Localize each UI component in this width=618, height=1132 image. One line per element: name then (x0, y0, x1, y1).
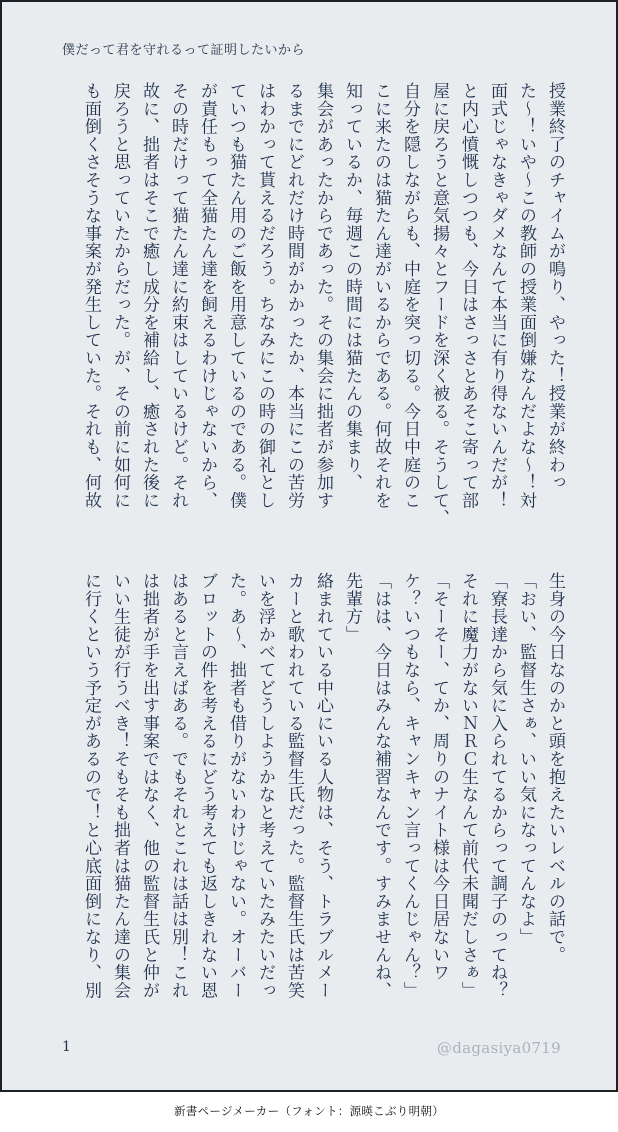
text-line: 自分を隠しながらも、中庭を突っ切る。今日中庭のこ (400, 82, 420, 510)
text-line: た。あ〜、拙者も借りがないわけじゃない。オーバー (226, 572, 246, 1000)
text-line: 故に、拙者はそこで癒し成分を補給し、癒された後に (139, 82, 159, 510)
text-block-top (76, 82, 569, 527)
text-line: た〜！いや〜この教師の授業面倒嫌なんだよな〜！対 (516, 82, 536, 510)
text-line: 先輩方」 (342, 572, 362, 644)
text-line: も面倒くさそうな事案が発生していた。それも、何故 (81, 82, 101, 510)
generator-credit: 新書ページメーカー（フォント：源暎こぶり明朝） (173, 1104, 445, 1118)
text-line: ケ？いつもなら、キャンキャン言ってくんじゃん？」 (400, 572, 420, 1000)
text-line: 「はは、今日はみんな補習なんです。すみませんね、 (371, 572, 391, 1000)
text-line: 授業終了のチャイムが鳴り、やった！授業が終わっ (545, 82, 565, 492)
text-line: ていつも猫たん用のご飯を用意しているのである。僕 (226, 82, 246, 510)
text-line: こに来たのは猫たん達がいるからである。何故それを (371, 82, 391, 510)
text-line: 「そーそー、てか、周りのナイト様は今日居ないワ (429, 572, 449, 982)
author-handle: @dagasiya0719 (436, 1039, 561, 1057)
text-line: いい生徒が行うべき！そもそも拙者は猫たん達の集会 (110, 572, 130, 1000)
text-line: はあると言えばある。でもそれとこれは話は別！これ (168, 572, 188, 1000)
text-line: それに魔力がないＮＲＣ生なんて前代未聞だしさぁ」 (458, 572, 478, 1000)
text-line: と内心憤慨しつつも、今日はさっさとあそこ寄って部 (458, 82, 478, 510)
text-line: 集会があったからであった。その集会に拙者が参加す (313, 82, 333, 510)
text-line: いを浮かべてどうしようかなと考えていたみたいだっ (255, 572, 275, 1000)
page-title: 僕だって君を守れるって証明したいから (62, 43, 306, 58)
text-line: カーと歌われている監督生氏だった。監督生氏は苦笑 (284, 572, 304, 1000)
text-line: 「おい、監督生さぁ、いい気になってんなよ」 (516, 572, 536, 946)
text-line: はわかって貰えるだろう。ちなみにこの時の御礼とし (255, 82, 275, 510)
page-number: 1 (62, 1039, 71, 1055)
text-line: 絡まれている中心にいる人物は、そう、トラブルメー (313, 572, 333, 1000)
text-line: に行くという予定があるので！と心底面倒になり、別 (81, 572, 101, 1000)
text-line: 知っているか、毎週この時間には猫たんの集まり、 (342, 82, 362, 492)
text-line: 面式じゃなきゃダメなんて本当に有り得ないんだが！ (487, 82, 507, 510)
text-block-bottom (76, 572, 569, 1017)
text-line: 生身の今日なのかと頭を抱えたいレベルの話で。 (545, 572, 565, 964)
text-line: が責任もって全猫たん達を飼えるわけじゃないから、 (197, 82, 217, 510)
text-line: 「寮長達から気に入られてるからって調子のってね？ (487, 572, 507, 1000)
text-line: るまでにどれだけ時間がかかったか、本当にこの苦労 (284, 82, 304, 510)
text-line: 屋に戻ろうと意気揚々とフードを深く被る。そうして、 (429, 82, 449, 527)
text-line: 戻ろうと思っていたからだった。が、その前に如何に (110, 82, 130, 510)
text-line: その時だけって猫たん達に約束はしているけど。それ (168, 82, 188, 510)
text-line: は拙者が手を出す事案ではなく、他の監督生氏と仲が (139, 572, 159, 1000)
text-line: ブロットの件を考えるにどう考えても返しきれない恩 (197, 572, 217, 1000)
